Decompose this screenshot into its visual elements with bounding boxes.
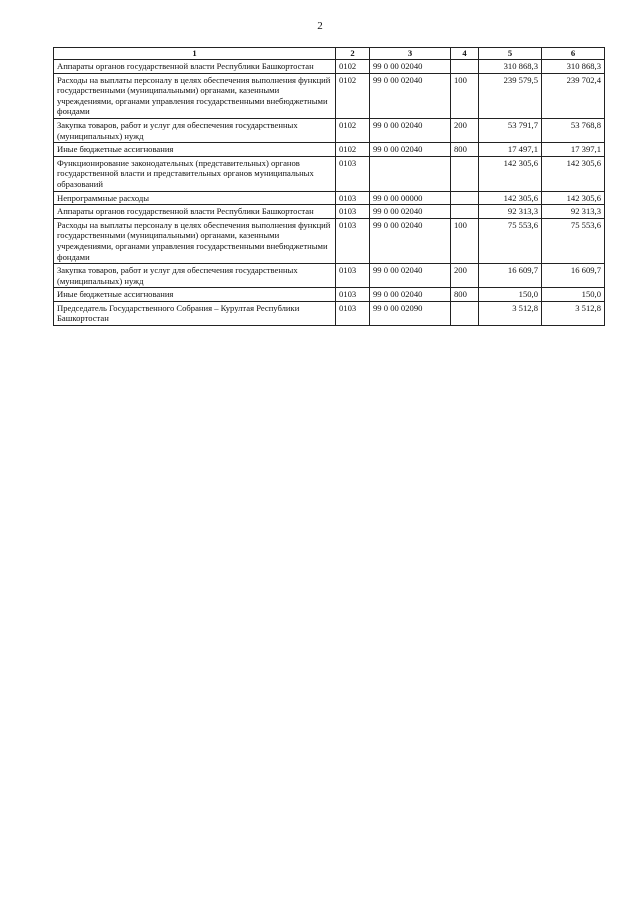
row-name-cell: Расходы на выплаты персоналу в целях обеспечения выполнения функций государственными (муниципальными) органами, казенными учреждениями, органами управления государственными внебюджетными фондами: [54, 218, 336, 263]
table-row: [54, 60, 605, 74]
table-row: [54, 288, 605, 302]
row-target-cell: 99 0 00 02040: [370, 60, 451, 74]
row-sum-1-cell: 142 305,6: [479, 156, 542, 191]
column-header: 6: [542, 48, 605, 60]
table-row: [54, 264, 605, 288]
row-section-cell: 0103: [336, 156, 370, 191]
row-section-cell: 0103: [336, 191, 370, 205]
row-sum-1-cell: 16 609,7: [479, 264, 542, 288]
row-target-cell: 99 0 00 02040: [370, 143, 451, 157]
row-section-cell: 0103: [336, 301, 370, 325]
table-row: [54, 218, 605, 263]
row-sum-2-cell: 150,0: [542, 288, 605, 302]
row-type-cell: 200: [451, 264, 479, 288]
column-header: 5: [479, 48, 542, 60]
table-body: [54, 60, 605, 326]
row-target-cell: 99 0 00 02090: [370, 301, 451, 325]
column-header: 1: [54, 48, 336, 60]
row-sum-1-cell: 53 791,7: [479, 118, 542, 142]
page-number: 2: [317, 20, 323, 32]
row-target-cell: 99 0 00 02040: [370, 205, 451, 219]
column-header: 4: [451, 48, 479, 60]
row-sum-2-cell: 53 768,8: [542, 118, 605, 142]
row-name-cell: Функционирование законодательных (представительных) органов государственной власти и представительных органов муниципальных образований: [54, 156, 336, 191]
row-type-cell: 800: [451, 288, 479, 302]
row-section-cell: 0103: [336, 288, 370, 302]
row-name-cell: Закупка товаров, работ и услуг для обеспечения государственных (муниципальных) нужд: [54, 264, 336, 288]
row-section-cell: 0102: [336, 73, 370, 118]
row-section-cell: 0102: [336, 118, 370, 142]
row-type-cell: 100: [451, 218, 479, 263]
row-type-cell: [451, 191, 479, 205]
row-target-cell: 99 0 00 02040: [370, 118, 451, 142]
row-type-cell: [451, 156, 479, 191]
table-row: [54, 156, 605, 191]
row-sum-1-cell: 239 579,5: [479, 73, 542, 118]
table-row: [54, 205, 605, 219]
row-name-cell: Закупка товаров, работ и услуг для обеспечения государственных (муниципальных) нужд: [54, 118, 336, 142]
row-type-cell: 800: [451, 143, 479, 157]
row-type-cell: [451, 205, 479, 219]
column-header: 3: [370, 48, 451, 60]
row-sum-1-cell: 310 868,3: [479, 60, 542, 74]
row-sum-2-cell: 142 305,6: [542, 156, 605, 191]
column-header: 2: [336, 48, 370, 60]
row-type-cell: 100: [451, 73, 479, 118]
row-sum-2-cell: 16 609,7: [542, 264, 605, 288]
table-row: [54, 191, 605, 205]
row-target-cell: 99 0 00 02040: [370, 218, 451, 263]
row-target-cell: [370, 156, 451, 191]
budget-table: [53, 47, 605, 326]
row-section-cell: 0102: [336, 143, 370, 157]
row-target-cell: 99 0 00 02040: [370, 288, 451, 302]
row-sum-1-cell: 75 553,6: [479, 218, 542, 263]
row-name-cell: Иные бюджетные ассигнования: [54, 143, 336, 157]
row-section-cell: 0103: [336, 264, 370, 288]
row-sum-1-cell: 3 512,8: [479, 301, 542, 325]
row-sum-2-cell: 142 305,6: [542, 191, 605, 205]
row-target-cell: 99 0 00 02040: [370, 73, 451, 118]
row-name-cell: Аппараты органов государственной власти Республики Башкортостан: [54, 60, 336, 74]
row-sum-1-cell: 17 497,1: [479, 143, 542, 157]
row-section-cell: 0103: [336, 218, 370, 263]
row-sum-2-cell: 75 553,6: [542, 218, 605, 263]
row-type-cell: 200: [451, 118, 479, 142]
row-target-cell: 99 0 00 02040: [370, 264, 451, 288]
table-row: [54, 301, 605, 325]
table-header-row: [54, 48, 605, 60]
row-sum-2-cell: 92 313,3: [542, 205, 605, 219]
row-section-cell: 0103: [336, 205, 370, 219]
table-row: [54, 118, 605, 142]
row-type-cell: [451, 301, 479, 325]
row-sum-1-cell: 92 313,3: [479, 205, 542, 219]
row-name-cell: Расходы на выплаты персоналу в целях обеспечения выполнения функций государственными (муниципальными) органами, казенными учреждениями, органами управления государственными внебюджетными фондами: [54, 73, 336, 118]
row-sum-1-cell: 142 305,6: [479, 191, 542, 205]
row-sum-2-cell: 3 512,8: [542, 301, 605, 325]
row-sum-1-cell: 150,0: [479, 288, 542, 302]
row-sum-2-cell: 17 397,1: [542, 143, 605, 157]
row-name-cell: Непрограммные расходы: [54, 191, 336, 205]
row-name-cell: Аппараты органов государственной власти Республики Башкортостан: [54, 205, 336, 219]
table-row: [54, 73, 605, 118]
row-target-cell: 99 0 00 00000: [370, 191, 451, 205]
row-name-cell: Председатель Государственного Собрания – Курултая Республики Башкортостан: [54, 301, 336, 325]
table-row: [54, 143, 605, 157]
row-sum-2-cell: 310 868,3: [542, 60, 605, 74]
row-sum-2-cell: 239 702,4: [542, 73, 605, 118]
row-name-cell: Иные бюджетные ассигнования: [54, 288, 336, 302]
row-section-cell: 0102: [336, 60, 370, 74]
row-type-cell: [451, 60, 479, 74]
